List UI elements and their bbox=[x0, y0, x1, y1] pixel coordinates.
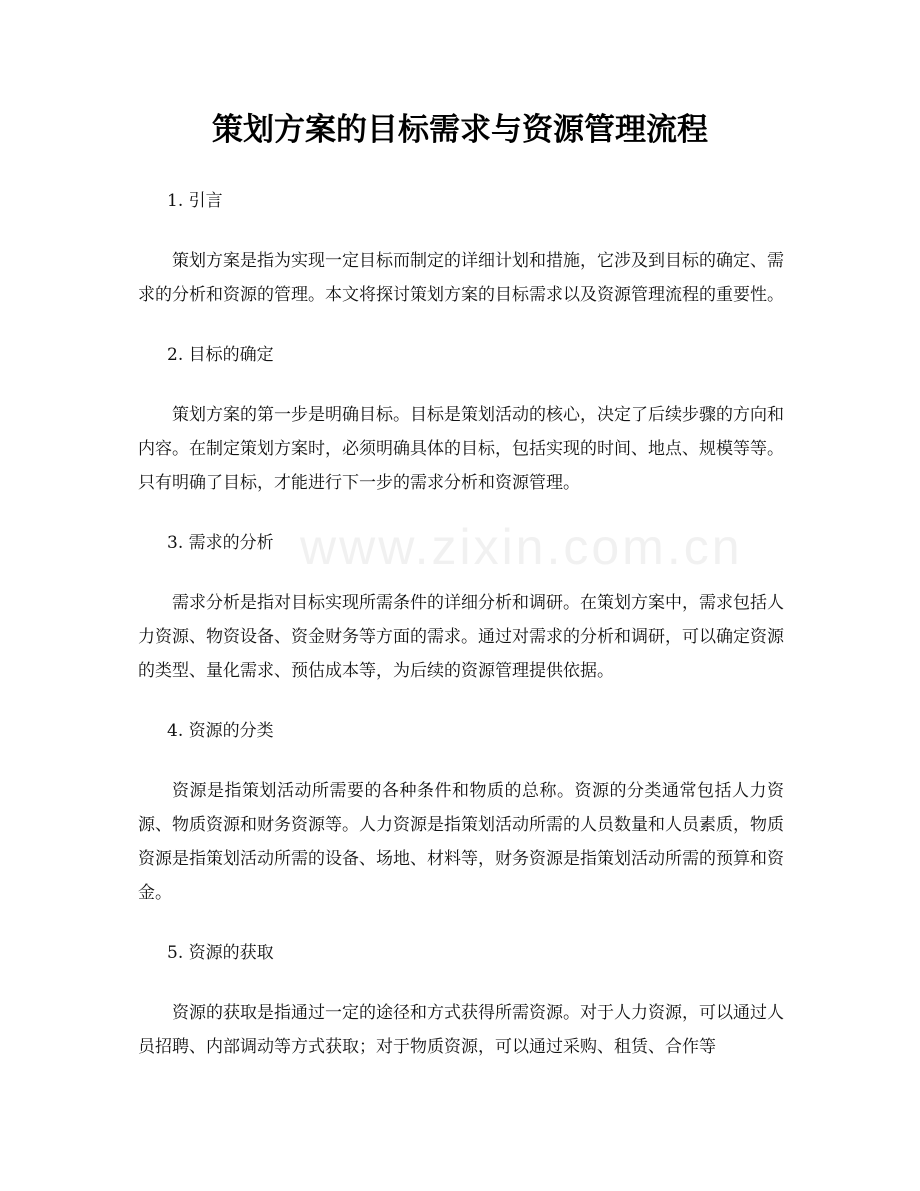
section-paragraph-acquisition: 资源的获取是指通过一定的途径和方式获得所需资源。对于人力资源，可以通过人员招聘、内部调动等方式获取；对于物质资源，可以通过采购、租赁、合作等 bbox=[138, 1003, 784, 1057]
section-paragraph-classification: 资源是指策划活动所需要的各种条件和物质的总称。资源的分类通常包括人力资源、物质资源和财务资源等。人力资源是指策划活动所需的人员数量和人员素质，物质资源是指策划活动所需的设备、场地、材料等，财务资源是指策划活动所需的预算和资金。 bbox=[138, 781, 784, 903]
section-paragraph-goal: 策划方案的第一步是明确目标。目标是策划活动的核心，决定了后续步骤的方向和内容。在制定策划方案时，必须明确具体的目标，包括实现的时间、地点、规模等等。只有明确了目标，才能进行下一步的需求分析和资源管理。 bbox=[138, 405, 784, 493]
section-paragraph-demand: 需求分析是指对目标实现所需条件的详细分析和调研。在策划方案中，需求包括人力资源、物资设备、资金财务等方面的需求。通过对需求的分析和调研，可以确定资源的类型、量化需求、预估成本等，为后续的资源管理提供依据。 bbox=[138, 593, 784, 681]
section-heading-goal: 2. 目标的确定 bbox=[167, 345, 274, 365]
section-heading-intro: 1. 引言 bbox=[167, 191, 223, 211]
section-paragraph-intro: 策划方案是指为实现一定目标而制定的详细计划和措施，它涉及到目标的确定、需求的分析和资源的管理。本文将探讨策划方案的目标需求以及资源管理流程的重要性。 bbox=[138, 251, 784, 305]
section-heading-classification: 4. 资源的分类 bbox=[167, 721, 274, 741]
watermark: www.zixin.com.cn bbox=[300, 519, 743, 575]
document-body bbox=[138, 186, 784, 1092]
section-heading-acquisition: 5. 资源的获取 bbox=[167, 943, 274, 963]
section-heading-demand: 3. 需求的分析 bbox=[167, 533, 274, 553]
document-title: 策划方案的目标需求与资源管理流程 bbox=[212, 112, 708, 148]
